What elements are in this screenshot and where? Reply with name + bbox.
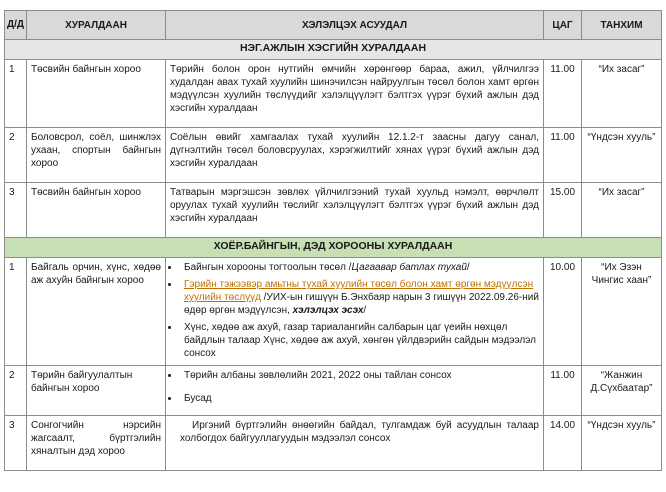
issue-text: Төрийн болон орон нутгийн өмчийн хөрөнгөөр бараа, ажил, үйлчилгээ худалдан авах тухай хуулийн шинэчилсэн найруулгын төсөл болон хамт өргөн мэдүүлсэн хуулийн төслүүдийг хэлэлцүүлэгт бэлтгэх үүрэг бүхий ажлын дэд хэсгийн хуралдаан xyxy=(166,60,544,128)
room-cell: “Их засаг” xyxy=(582,183,662,238)
list-item: • Гэрийн тэжээвэр амьтны тухай хуулийн төсөл болон хамт өргөн мэдүүлсэн хуулийн төслүүд /УИХ-ын гишүүн Б.Энхбаяр нарын 3 гишүүн 2022.09.26-ний өдөр өргөн мэдүүлсэн, хэлэлцэх эсэх/ xyxy=(180,278,539,317)
table-row xyxy=(5,258,662,366)
issue-list xyxy=(170,369,539,405)
header-num: Д/Д xyxy=(5,11,27,40)
issue-text: Соёлын өвийг хамгаалах тухай хуулийн 12.1.2-т заасны дагуу санал, дүгнэлтийн төсөл боловсруулах, хэрэгжилтийг хянах үүрэг бүхий ажлын дэд хэсгийн хуралдаан xyxy=(166,128,544,183)
meeting-name: Төсвийн байнгын хороо xyxy=(27,183,166,238)
header-room: ТАНХИМ xyxy=(582,11,662,40)
section-2-title: ХОЁР.БАЙНГЫН, ДЭД ХОРООНЫ ХУРАЛДААН xyxy=(5,238,662,258)
agenda-table xyxy=(4,10,662,471)
time-cell: 15.00 xyxy=(544,183,582,238)
issue-list-cell xyxy=(166,258,544,366)
table-row xyxy=(5,416,662,471)
row-num: 3 xyxy=(5,416,27,471)
row-num: 1 xyxy=(5,258,27,366)
section-1-title: НЭГ.АЖЛЫН ХЭСГИЙН ХУРАЛДААН xyxy=(5,40,662,60)
header-meeting: ХУРАЛДААН xyxy=(27,11,166,40)
time-cell: 14.00 xyxy=(544,416,582,471)
row-num: 3 xyxy=(5,183,27,238)
room-cell: “Үндсэн хууль” xyxy=(582,416,662,471)
time-cell: 11.00 xyxy=(544,60,582,128)
list-item: • Төрийн албаны зөвлөлийн 2021, 2022 оны тайлан сонсох xyxy=(180,369,539,382)
issue-text: Иргэний бүртгэлийн өнөөгийн байдал, тулгамдаж буй асуудлын талаар холбогдох байгууллагуудын мэдээлэл сонсох xyxy=(166,416,544,471)
table-row xyxy=(5,183,662,238)
meeting-name: Сонгогчийн нэрсийн жагсаалт, бүртгэлийн хяналтын дэд хороо xyxy=(27,416,166,471)
header-issue: ХЭЛЭЛЦЭХ АСУУДАЛ xyxy=(166,11,544,40)
row-num: 1 xyxy=(5,60,27,128)
section-1-header xyxy=(5,40,662,60)
row-num: 2 xyxy=(5,366,27,416)
meeting-name: Боловсрол, соёл, шинжлэх ухаан, спортын байнгын хороо xyxy=(27,128,166,183)
room-cell: “Үндсэн хууль” xyxy=(582,128,662,183)
header-row xyxy=(5,11,662,40)
list-item: • Бусад xyxy=(180,392,539,405)
issue-list xyxy=(170,261,539,360)
time-cell: 11.00 xyxy=(544,128,582,183)
meeting-name: Байгаль орчин, хүнс, хөдөө аж ахуйн байнгын хороо xyxy=(27,258,166,366)
list-item: • Хүнс, хөдөө аж ахуй, газар тариалангийн салбарын цаг үеийн нөхцөл байдлын талаар Хүнс, хөдөө аж ахуй, хөнгөн үйлдвэрийн сайдын мэдээлэл сонсох xyxy=(180,321,539,360)
issue-list-cell xyxy=(166,366,544,416)
time-cell: 10.00 xyxy=(544,258,582,366)
bill-link[interactable]: Гэрийн тэжээвэр амьтны тухай хуулийн төсөл болон хамт өргөн мэдүүлсэн хуулийн төслүүд xyxy=(184,279,534,303)
row-num: 2 xyxy=(5,128,27,183)
room-cell: “Их Эзэн Чингис хаан” xyxy=(582,258,662,366)
meeting-name: Төсвийн байнгын хороо xyxy=(27,60,166,128)
header-time: ЦАГ xyxy=(544,11,582,40)
issue-text: Татварын мэргэшсэн зөвлөх үйлчилгээний тухай хуульд нэмэлт, өөрчлөлт оруулах тухай хуулийн төслийг хэлэлцүүлэгт бэлтгэх үүрэг бүхий ажлын дэд хэсгийн хуралдаан xyxy=(166,183,544,238)
room-cell: “Жанжин Д.Сүхбаатар” xyxy=(582,366,662,416)
room-cell: “Их засаг” xyxy=(582,60,662,128)
table-row xyxy=(5,366,662,416)
meeting-name: Төрийн байгуулалтын байнгын хороо xyxy=(27,366,166,416)
table-row xyxy=(5,60,662,128)
section-2-header xyxy=(5,238,662,258)
list-item: • Байнгын хорооны тогтоолын төсөл /Цагаавар батлах тухай/ xyxy=(180,261,539,274)
table-row xyxy=(5,128,662,183)
time-cell: 11.00 xyxy=(544,366,582,416)
